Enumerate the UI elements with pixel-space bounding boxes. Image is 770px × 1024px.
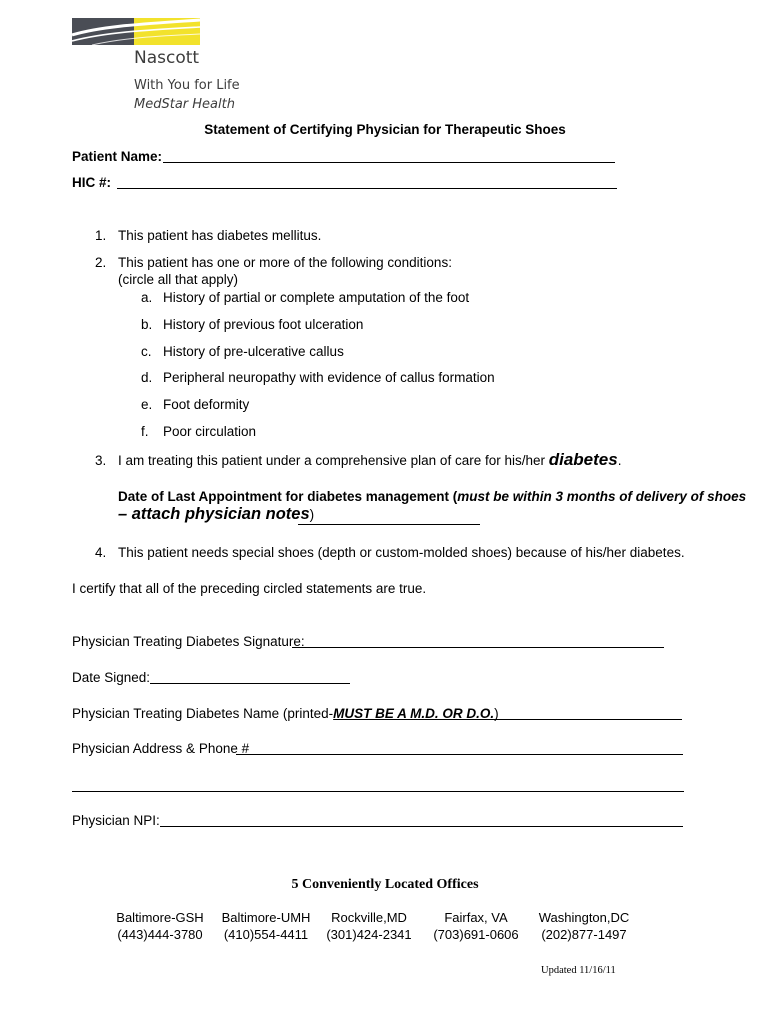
office-name: Rockville,MD [331,910,407,925]
condition-text[interactable]: Foot deformity [163,397,250,412]
npi-label: Physician NPI: [72,813,160,828]
condition-text[interactable]: History of previous foot ulceration [163,317,364,332]
address-label: Physician Address & Phone # [72,741,250,756]
item-text: This patient has diabetes mellitus. [118,228,322,243]
name-printed-field[interactable] [470,706,682,720]
logo-name: Nascott [134,48,200,68]
condition-letter: d. [141,370,153,385]
logo-parent: MedStar Health [134,97,235,112]
condition-letter: c. [141,344,152,359]
office-name: Washington,DC [538,910,630,925]
item-number: 3. [95,453,107,468]
office-name: Baltimore-UMH [221,910,311,925]
condition-text[interactable]: History of partial or complete amputation of the foot [163,290,470,305]
nascott-logo-mark [72,18,200,45]
offices-heading: 5 Conveniently Located Offices [291,877,479,892]
appointment-date-field[interactable] [298,511,480,525]
condition-letter: a. [141,290,153,305]
item-note: (circle all that apply) [118,272,239,287]
item-number: 2. [95,255,107,270]
item-text: This patient has one or more of the following conditions: [118,255,452,270]
updated-date: Updated 11/16/11 [541,965,616,976]
office-phone: (301)424-2341 [326,927,412,942]
signature-field[interactable] [292,634,664,648]
address-field-line2[interactable] [72,778,684,792]
condition-letter: e. [141,397,153,412]
office-name: Baltimore-GSH [116,910,204,925]
logo-tagline: With You for Life [134,78,240,93]
office-phone: (443)444-3780 [117,927,203,942]
npi-field[interactable] [160,813,683,827]
address-field[interactable] [236,741,683,755]
office-phone: (202)877-1497 [541,927,627,942]
office-phone: (703)691-0606 [433,927,519,942]
page-title: Statement of Certifying Physician for Therapeutic Shoes [204,122,566,137]
condition-letter: f. [141,424,149,439]
date-signed-label: Date Signed: [72,670,151,685]
name-printed-label: Physician Treating Diabetes Name (printed-MUST BE A M.D. OR D.O.) [72,706,499,721]
certify-statement: I certify that all of the preceding circled statements are true. [72,581,427,596]
office-item [532,909,636,943]
appointment-label: Date of Last Appointment for diabetes management (must be within 3 months of delivery of shoes [118,489,747,504]
item-number: 1. [95,228,107,243]
office-item [426,909,526,943]
condition-letter: b. [141,317,153,332]
diabetes-emphasis: diabetes [548,450,618,469]
item-text-3: I am treating this patient under a comprehensive plan of care for his/her diabetes. [118,450,622,469]
office-name: Fairfax, VA [444,910,508,925]
date-signed-field[interactable] [150,670,350,684]
patient-name-label: Patient Name: [72,149,163,164]
condition-text[interactable]: Poor circulation [163,424,257,439]
signature-label: Physician Treating Diabetes Signature: [72,634,305,649]
condition-text[interactable]: History of pre-ulcerative callus [163,344,344,359]
hic-field[interactable] [117,175,617,189]
hic-label: HIC #: [72,175,112,190]
office-item [319,909,419,943]
office-item [110,909,210,943]
condition-text[interactable]: Peripheral neuropathy with evidence of callus formation [163,370,495,385]
item-text: This patient needs special shoes (depth or custom-molded shoes) because of his/her diabetes. [118,545,685,560]
appointment-note: – attach physician notes) [118,505,315,523]
office-item [216,909,316,943]
patient-name-field[interactable] [163,149,615,163]
item-number: 4. [95,545,107,560]
office-phone: (410)554-4411 [223,927,309,942]
